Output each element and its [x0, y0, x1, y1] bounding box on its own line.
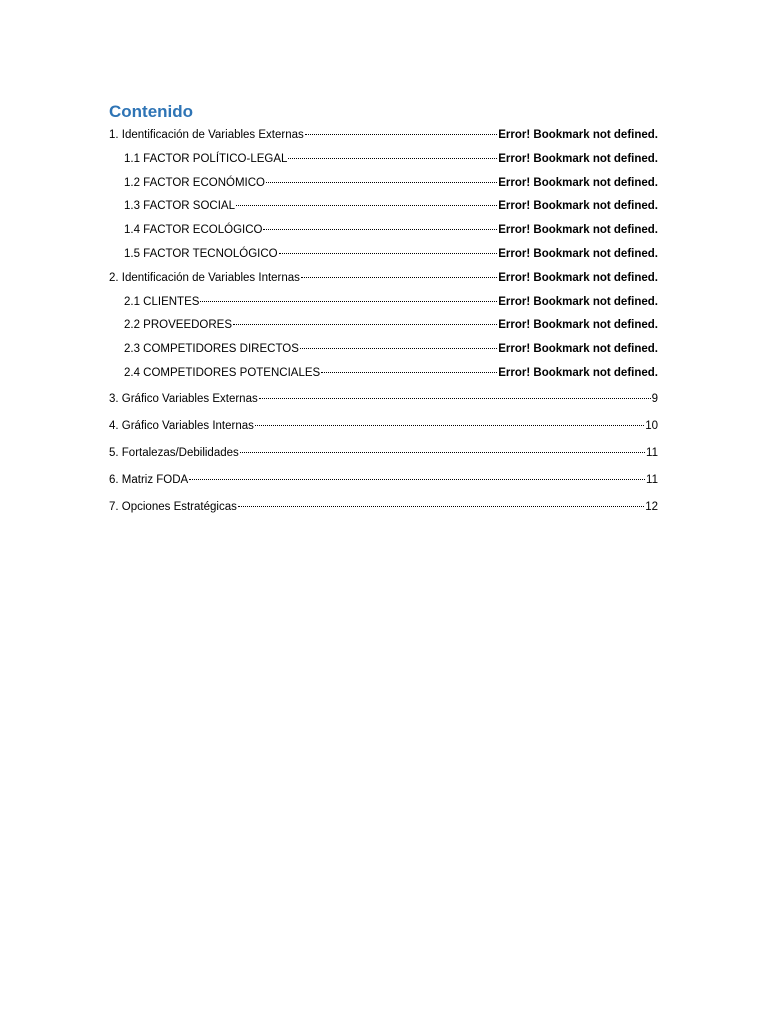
toc-entry-label: 1.2 FACTOR ECONÓMICO: [124, 176, 266, 189]
toc-page-ref: Error! Bookmark not defined.: [498, 200, 658, 213]
toc-entry-label: 2.2 PROVEEDORES: [124, 319, 233, 332]
toc-entry[interactable]: [109, 338, 658, 362]
table-of-contents: [109, 124, 658, 521]
toc-page-ref: 10: [645, 419, 658, 432]
toc-page-ref: Error! Bookmark not defined.: [498, 152, 658, 165]
toc-page-ref: Error! Bookmark not defined.: [498, 247, 658, 260]
toc-entry[interactable]: [109, 467, 658, 494]
toc-page-ref: Error! Bookmark not defined.: [498, 176, 658, 189]
toc-page-ref: Error! Bookmark not defined.: [498, 271, 658, 284]
toc-entry-label: 3. Gráfico Variables Externas: [109, 392, 258, 405]
toc-entry-label: 1.5 FACTOR TECNOLÓGICO: [124, 247, 278, 260]
toc-leader: [301, 277, 497, 278]
toc-entry[interactable]: [109, 386, 658, 413]
toc-leader: [300, 348, 497, 349]
toc-entry-label: 7. Opciones Estratégicas: [109, 500, 237, 513]
toc-entry-label: 4. Gráfico Variables Internas: [109, 419, 254, 432]
toc-page-ref: Error! Bookmark not defined.: [498, 366, 658, 379]
toc-entry-label: 1. Identificación de Variables Externas: [109, 129, 304, 141]
toc-entry[interactable]: [109, 362, 658, 386]
toc-title: Contenido: [109, 102, 194, 121]
toc-page-ref: Error! Bookmark not defined.: [498, 129, 658, 141]
document-page: [109, 100, 658, 521]
toc-leader: [266, 182, 497, 183]
toc-entry[interactable]: [109, 195, 658, 219]
toc-entry-label: 1.1 FACTOR POLÍTICO-LEGAL: [124, 152, 288, 165]
toc-entry-label: 2.4 COMPETIDORES POTENCIALES: [124, 366, 321, 379]
toc-leader: [200, 301, 497, 302]
toc-entry[interactable]: [109, 314, 658, 338]
toc-entry[interactable]: [109, 494, 658, 521]
toc-leader: [259, 398, 651, 399]
toc-leader: [240, 452, 645, 453]
toc-entry-label: 1.4 FACTOR ECOLÓGICO: [124, 224, 263, 237]
toc-entry[interactable]: [109, 243, 658, 267]
toc-entry[interactable]: [109, 124, 658, 148]
toc-leader: [189, 479, 645, 480]
toc-page-ref: 12: [645, 500, 658, 513]
toc-page-ref: Error! Bookmark not defined.: [498, 319, 658, 332]
toc-page-ref: Error! Bookmark not defined.: [498, 224, 658, 237]
toc-entry-label: 5. Fortalezas/Debilidades: [109, 446, 239, 459]
toc-entry[interactable]: [109, 148, 658, 172]
toc-page-ref: 9: [651, 392, 658, 405]
toc-entry[interactable]: [109, 267, 658, 291]
toc-leader: [263, 229, 497, 230]
toc-leader: [288, 158, 497, 159]
toc-entry[interactable]: [109, 219, 658, 243]
toc-leader: [255, 425, 644, 426]
toc-leader: [305, 134, 497, 135]
toc-entry-label: 1.3 FACTOR SOCIAL: [124, 200, 235, 213]
toc-entry[interactable]: [109, 172, 658, 196]
toc-page-ref: 11: [646, 473, 658, 486]
toc-leader: [321, 372, 497, 373]
toc-leader: [233, 324, 497, 325]
toc-leader: [236, 205, 497, 206]
toc-entry-label: 6. Matriz FODA: [109, 473, 189, 486]
toc-page-ref: 11: [646, 446, 658, 459]
toc-entry-label: 2.1 CLIENTES: [124, 295, 200, 308]
toc-page-ref: Error! Bookmark not defined.: [498, 343, 658, 356]
toc-entry-label: 2.3 COMPETIDORES DIRECTOS: [124, 343, 299, 356]
toc-page-ref: Error! Bookmark not defined.: [498, 295, 658, 308]
toc-leader: [238, 506, 644, 507]
toc-entry[interactable]: [109, 440, 658, 467]
toc-entry[interactable]: [109, 291, 658, 315]
toc-entry[interactable]: [109, 413, 658, 440]
toc-entry-label: 2. Identificación de Variables Internas: [109, 271, 300, 284]
toc-leader: [279, 253, 498, 254]
